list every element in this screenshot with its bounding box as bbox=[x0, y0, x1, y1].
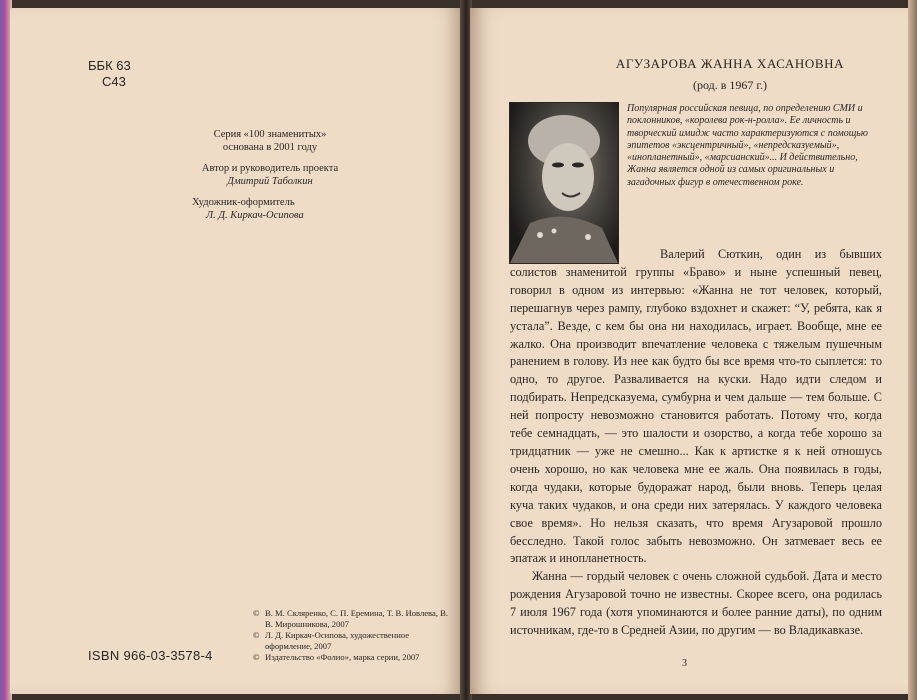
series-info bbox=[180, 128, 360, 222]
portrait-photo bbox=[509, 102, 619, 264]
left-page bbox=[10, 8, 462, 694]
article-years: (род. в 1967 г.) bbox=[693, 78, 767, 92]
copyright-row bbox=[253, 630, 458, 652]
article-title: АГУЗАРОВА ЖАННА ХАСАНОВНА bbox=[615, 56, 845, 71]
portrait-illustration bbox=[510, 103, 618, 263]
copyright-sign: © bbox=[253, 630, 260, 640]
page-number: 3 bbox=[682, 658, 687, 669]
bbk-index: ББК 63 bbox=[88, 58, 131, 73]
intro-summary: Популярная российская певица, по определению СМИ и поклонников, «королева рок-н-ролла». Ее личность и творческий имидж часто характеризуются с помощью эпитетов «эксцентричный», «непредсказуемый», «инопланетный», «марсианский»... И действительно, Жанна является одной из самых оригинальных и загадочных фигур в отечественном роке. bbox=[627, 103, 868, 188]
copyright-row bbox=[253, 652, 458, 663]
series-line-1: Серия «100 знаменитых» bbox=[213, 129, 327, 140]
book-edge-right bbox=[908, 0, 917, 700]
author-label: Автор и руководитель проекта bbox=[201, 163, 339, 174]
artist-name: Л. Д. Киркач-Осипова bbox=[206, 210, 304, 221]
isbn: ISBN 966-03-3578-4 bbox=[88, 648, 213, 663]
copyright-text: Издательство «Фолио», марка серии, 2007 bbox=[265, 652, 420, 662]
series-line-2: основана в 2001 году bbox=[222, 142, 318, 153]
article-body bbox=[510, 246, 882, 640]
copyright-text: В. М. Скляренко, С. П. Еремина, Т. В. Иовлева, В. В. Мирошникова, 2007 bbox=[265, 608, 448, 629]
right-page bbox=[470, 8, 910, 694]
author-mark: С43 bbox=[102, 74, 126, 89]
artist-label: Художник-оформитель bbox=[192, 197, 295, 208]
copyright-sign: © bbox=[253, 652, 260, 662]
copyright-row bbox=[253, 608, 458, 630]
body-paragraph: Валерий Сюткин, один из бывших солистов знаменитой группы «Браво» и ныне успешный певец, говорил в одном из интервью: «Жанна не тот человек, который, перешагнув через рампу, глубоко вздохнет и скажет: “У, ребята, как я устала”. Везде, с кем бы она ни находилась, играет. Вообще, мне ее жалко. Она производит впечатление человека с тяжелым пушечным ранением в голову. Из нее как будто бы все время что-то сыплется: то одно, то другое. Разваливается на куски. Надо идти следом и подбирать. Непредсказуема, сумбурна и чем дальше — тем больше. С ней попросту невозможно становится работать. Потому что, когда тебе семнадцать, — это шалости и озорство, а когда тебе хорошо за тридцатник — уже не смешно... Как к артистке я к ней отношусь очень хорошо, но как человека мне ее жаль. Она появилась в годы, когда чудаки, которые будоражат народ, были вновь. Теперь целая куча таких чудаков, и она среди них затерялась. У каждого человека свое время». Но нельзя сказать, что время Агузаровой прошло бесследно. Такой голос забыть невозможно. Он затмевает весь ее эпатаж и инопланетность. bbox=[510, 247, 882, 566]
copyright-text: Л. Д. Киркач-Осипова, художественное оформление, 2007 bbox=[265, 630, 410, 651]
copyright-sign: © bbox=[253, 608, 260, 618]
copyright-block bbox=[253, 608, 458, 663]
bbk-code-block bbox=[88, 58, 131, 90]
author-name: Дмитрий Таболкин bbox=[227, 176, 313, 187]
body-paragraph: Жанна — гордый человек с очень сложной судьбой. Дата и место рождения Агузаровой точно не известны. Скорее всего, она родилась 7 июля 1967 года (хотя упоминаются и более ранние даты), по одним источникам, где-то в Средней Азии, по другим — во Владикавказе. bbox=[510, 569, 882, 638]
